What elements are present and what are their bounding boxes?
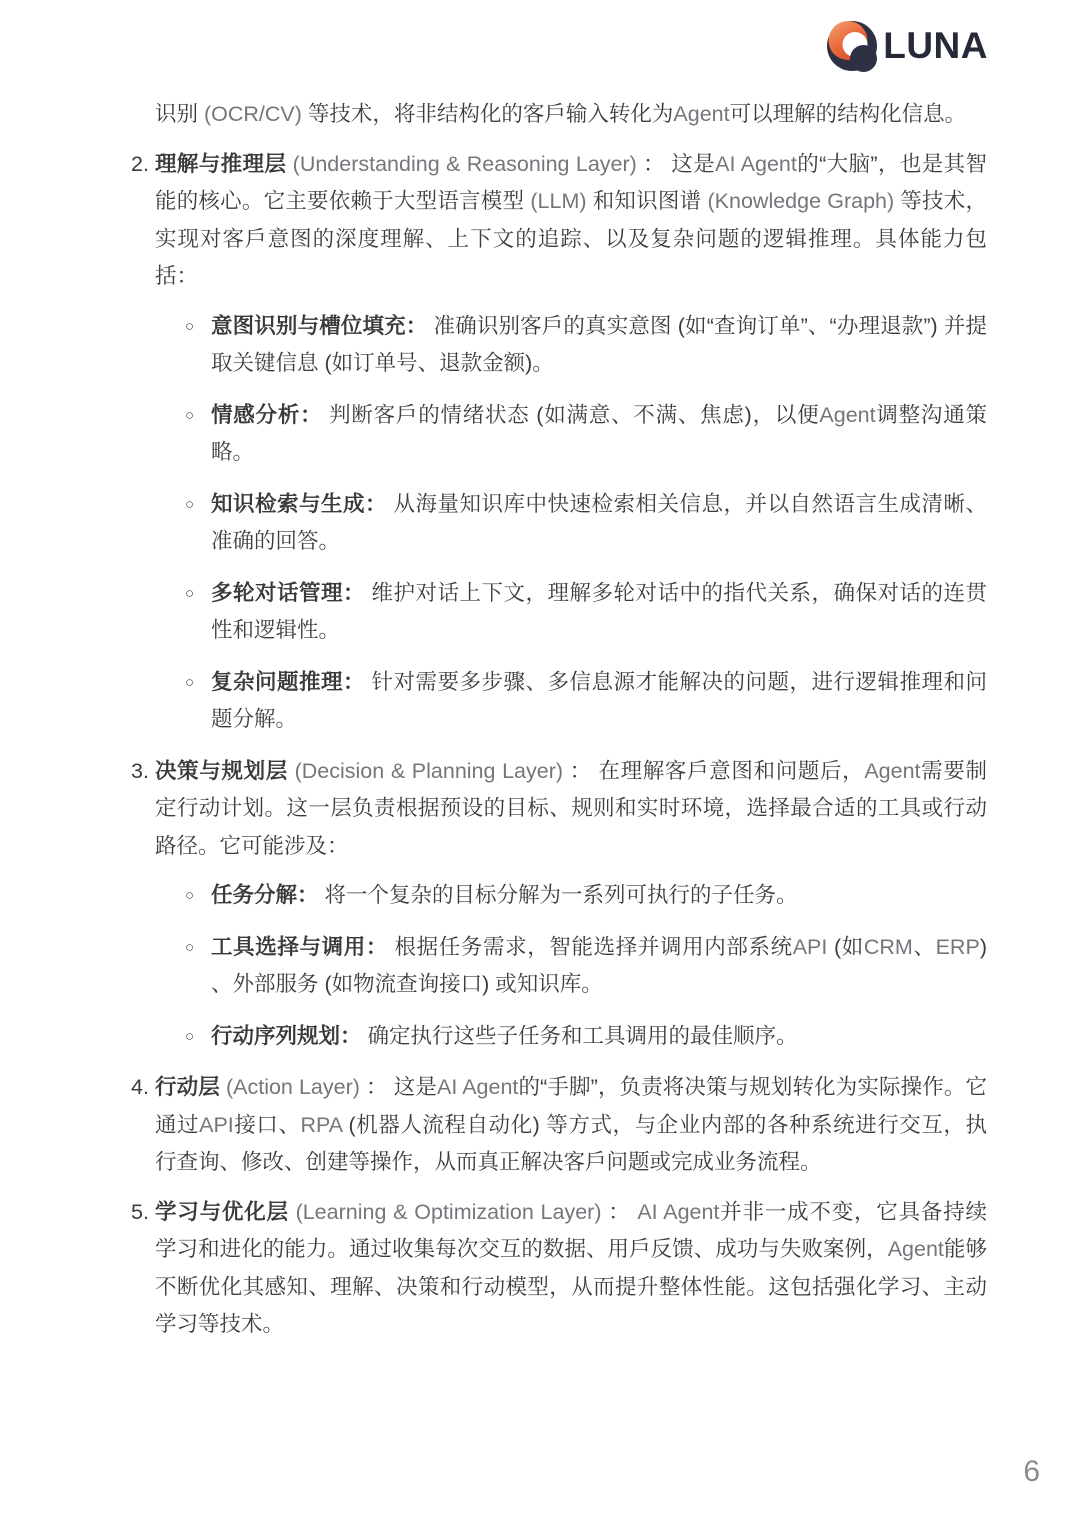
text-run: 工具选择与调用： (211, 934, 388, 959)
text-run: 行动层 (155, 1075, 226, 1099)
text-run: 等技术，实现对客戶意图的深度理解、上下文的追踪、以及复杂问题的逻辑推理。具体能力包括： (155, 189, 987, 288)
text-run: RPA (300, 1112, 342, 1137)
text-run: 任务分解： (211, 883, 319, 907)
text-run: 学习与优化层 (155, 1199, 296, 1224)
text-run: (Action Layer) (225, 1075, 360, 1099)
text-run: 确定执行这些子任务和工具调用的最佳顺序。 (361, 1023, 798, 1048)
text-run: 接口、 (233, 1112, 301, 1137)
text-run: 理解与推理层 (155, 151, 293, 176)
text-run: Agent (819, 402, 876, 427)
list-number: 2. (131, 151, 149, 176)
text-run: 维护对话上下文，理解多轮对话中的指代关系，确保对话的连贯性和逻辑性。 (211, 580, 987, 642)
bullet-item (155, 397, 987, 472)
text-run: 复杂问题推理： (211, 669, 366, 694)
text-run: Agent (673, 102, 730, 126)
text-run: 决策与规划层 (155, 758, 295, 783)
text-run: 针对需要多步骤、多信息源才能解决的问题，进行逻辑推理和问题分解。 (211, 669, 987, 731)
list-number: 4. (131, 1075, 149, 1099)
text-run: ERP (935, 934, 980, 959)
text-run: (Knowledge Graph) (707, 189, 895, 213)
text-run: 识别 (155, 102, 204, 126)
text-run: (OCR/CV) (203, 102, 302, 126)
text-run: ： 这是 (359, 1075, 437, 1099)
text-run: 等技术，将非结构化的客戶输入转化为 (301, 102, 674, 126)
text-run: Agent (887, 1237, 944, 1261)
page-number: 6 (1023, 1455, 1040, 1488)
bullet-item (155, 877, 987, 915)
text-run: 调整沟通策略。 (211, 402, 987, 464)
bullet-circle-icon: ○ (185, 495, 195, 513)
bullet-circle-icon: ○ (185, 673, 195, 691)
numbered-item (131, 146, 987, 296)
text-run: (如 (827, 934, 864, 959)
text-run: API (792, 934, 828, 959)
text-run: AI Agent (715, 151, 797, 176)
text-run: AI Agent (637, 1199, 720, 1224)
text-run: 从海量知识库中快速检索相关信息，并以自然语言生成清晰、准确的回答。 (211, 491, 987, 553)
text-run: API (199, 1112, 234, 1137)
text-run: (LLM) (530, 189, 587, 213)
page-header (826, 20, 988, 72)
text-run: 根据任务需求，智能选择并调用内部系统 (387, 934, 793, 959)
text-run: 行动序列规划： (211, 1023, 362, 1048)
text-run: 将一个复杂的目标分解为一系列可执行的子任务。 (318, 883, 798, 907)
text-run: 意图识别与槽位填充： (211, 313, 428, 338)
text-run: Agent (864, 758, 921, 783)
document-body (131, 96, 987, 1356)
text-run: 情感分析： (211, 402, 323, 427)
bullet-item (155, 664, 987, 739)
text-run: (Understanding & Reasoning Layer) (292, 151, 637, 176)
list-number: 5. (131, 1199, 149, 1224)
text-run: 的“大脑”，也是其智能的核心。它主要依赖于大型语言模型 (155, 151, 987, 213)
bullet-item (155, 929, 987, 1004)
brand-name: LUNA (883, 25, 988, 66)
text-run: (Learning & Optimization Layer) (295, 1199, 602, 1224)
bullet-circle-icon: ○ (185, 1027, 195, 1045)
numbered-item (131, 1194, 987, 1344)
text-run: ： 在理解客戶意图和问题后， (563, 758, 865, 783)
bullet-item (155, 486, 987, 561)
text-run: 准确识别客戶的真实意图 (如“查询订单”、“办理退款”) 并提取关键信息 (如订单号、退款金额)。 (211, 313, 987, 375)
text-run: 能够不断优化其感知、理解、决策和行动模型，从而提升整体性能。这包括强化学习、主动学习等技术。 (155, 1237, 987, 1336)
bullet-item (155, 308, 987, 383)
text-run: ： 这是 (636, 151, 716, 176)
bullet-circle-icon: ○ (185, 406, 195, 424)
text-run: (机器人流程自动化) 等方式，与企业内部的各种系统进行交互，执行查询、修改、创建等操作，从而真正解决客戶问题或完成业务流程。 (155, 1112, 987, 1174)
text-run: 知识检索与生成： (211, 491, 388, 516)
list-number: 3. (131, 758, 149, 783)
bullet-item (155, 575, 987, 650)
text-run: 多轮对话管理： (211, 580, 366, 605)
text-run: AI Agent (436, 1075, 519, 1099)
numbered-item (131, 753, 987, 866)
text-run: 并非一成不变，它具备持续学习和进化的能力。通过收集每次交互的数据、用戶反馈、成功与失败案例， (155, 1199, 987, 1261)
paragraph (155, 96, 987, 134)
bullet-circle-icon: ○ (185, 938, 195, 956)
bullet-item (155, 1018, 987, 1056)
text-run: 需要制定行动计划。这一层负责根据预设的目标、规则和实时环境，选择最合适的工具或行动路径。它可能涉及： (155, 758, 987, 858)
text-run: 的“手脚”，负责将决策与规划转化为实际操作。它通过 (155, 1075, 987, 1137)
text-run: 判断客戶的情绪状态 (如满意、不满、焦虑)，以便 (322, 402, 820, 427)
text-run: 可以理解的结构化信息。 (729, 102, 967, 126)
bullet-circle-icon: ○ (185, 584, 195, 602)
luna-logo-icon (826, 20, 878, 72)
text-run: 和知识图谱 (586, 189, 708, 213)
bullet-circle-icon: ○ (185, 317, 195, 335)
numbered-item (131, 1069, 987, 1182)
text-run: (Decision & Planning Layer) (294, 758, 564, 783)
text-run: 、 (912, 934, 936, 959)
text-run: ) 、外部服务 (如物流查询接口) 或知识库。 (211, 934, 987, 996)
bullet-circle-icon: ○ (185, 887, 195, 904)
text-run: ： (601, 1199, 638, 1224)
text-run: CRM (863, 934, 913, 959)
